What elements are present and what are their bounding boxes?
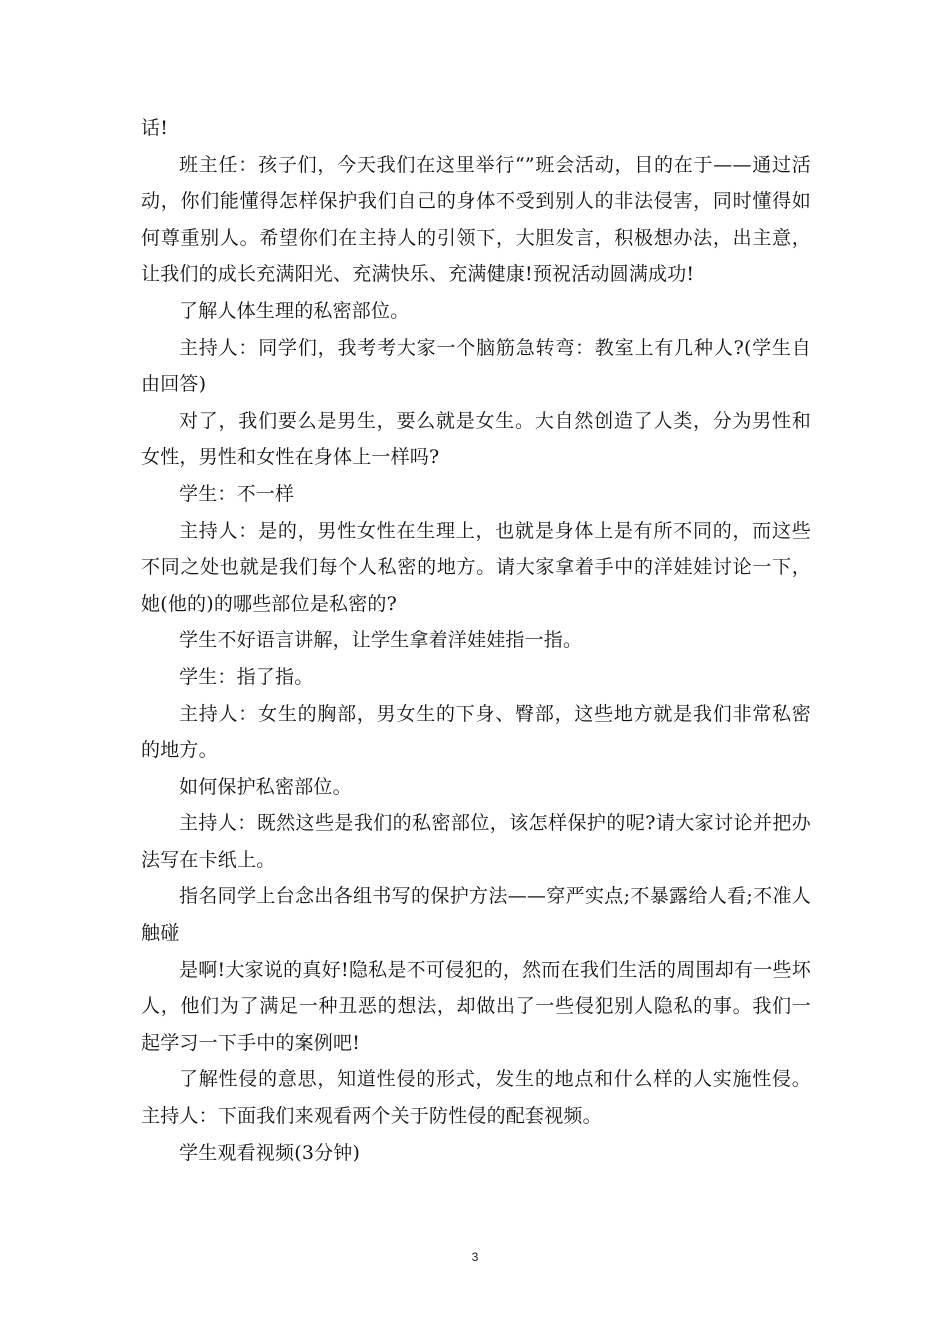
document-body [141, 110, 811, 1171]
paragraph-host-differences: 主持人：是的，男性女性在生理上，也就是身体上是有所不同的，而这些不同之处也就是我们每个人私密的地方。请大家拿着手中的洋娃娃讨论一下，她(他的)的哪些部位是私密的? [141, 519, 811, 615]
paragraph-continuation: 话! [141, 117, 169, 139]
paragraph-doll-pointing: 学生不好语言讲解，让学生拿着洋娃娃指一指。 [179, 629, 583, 652]
paragraph-host-private-areas: 主持人：女生的胸部，男女生的下身、臀部，这些地方就是我们非常私密的地方。 [141, 702, 811, 762]
page-number: 3 [471, 1250, 479, 1264]
paragraph-student-answer: 学生：不一样 [179, 482, 295, 505]
paragraph-protection-methods: 指名同学上台念出各组书写的保护方法——穿严实点;不暴露给人看;不准人触碰 [141, 885, 811, 945]
paragraph-host-riddle: 主持人：同学们，我考考大家一个脑筋急转弯：教室上有几种人?(学生自由回答) [141, 336, 811, 396]
paragraph-understanding-abuse: 了解性侵的意思，知道性侵的形式，发生的地点和什么样的人实施性侵。主持人：下面我们来观看两个关于防性侵的配套视频。 [141, 1068, 811, 1128]
section-heading-private-parts: 了解人体生理的私密部位。 [179, 299, 410, 322]
paragraph-student-pointed: 学生：指了指。 [179, 665, 314, 688]
paragraph-boys-girls: 对了，我们要么是男生，要么就是女生。大自然创造了人类，分为男性和女性，男性和女性在身体上一样吗? [141, 409, 811, 469]
section-heading-protection: 如何保护私密部位。 [179, 775, 352, 798]
paragraph-privacy-cases: 是啊!大家说的真好!隐私是不可侵犯的，然而在我们生活的周围却有一些坏人，他们为了满足一种丑恶的想法，却做出了一些侵犯别人隐私的事。我们一起学习一下手中的案例吧! [141, 958, 811, 1054]
paragraph-host-discussion: 主持人：既然这些是我们的私密部位，该怎样保护的呢?请大家讨论并把办法写在卡纸上。 [141, 812, 811, 871]
paragraph-teacher-speech: 班主任：孩子们，今天我们在这里举行“”班会活动，目的在于——通过活动，你们能懂得怎样保护我们自己的身体不受到别人的非法侵害，同时懂得如何尊重别人。希望你们在主持人的引领下，大胆发言，积极想办法，出主意，让我们的成长充满阳光、充满快乐、充满健康!预祝活动圆满成功! [141, 153, 811, 286]
paragraph-watch-video: 学生观看视频(3分钟) [179, 1141, 361, 1164]
